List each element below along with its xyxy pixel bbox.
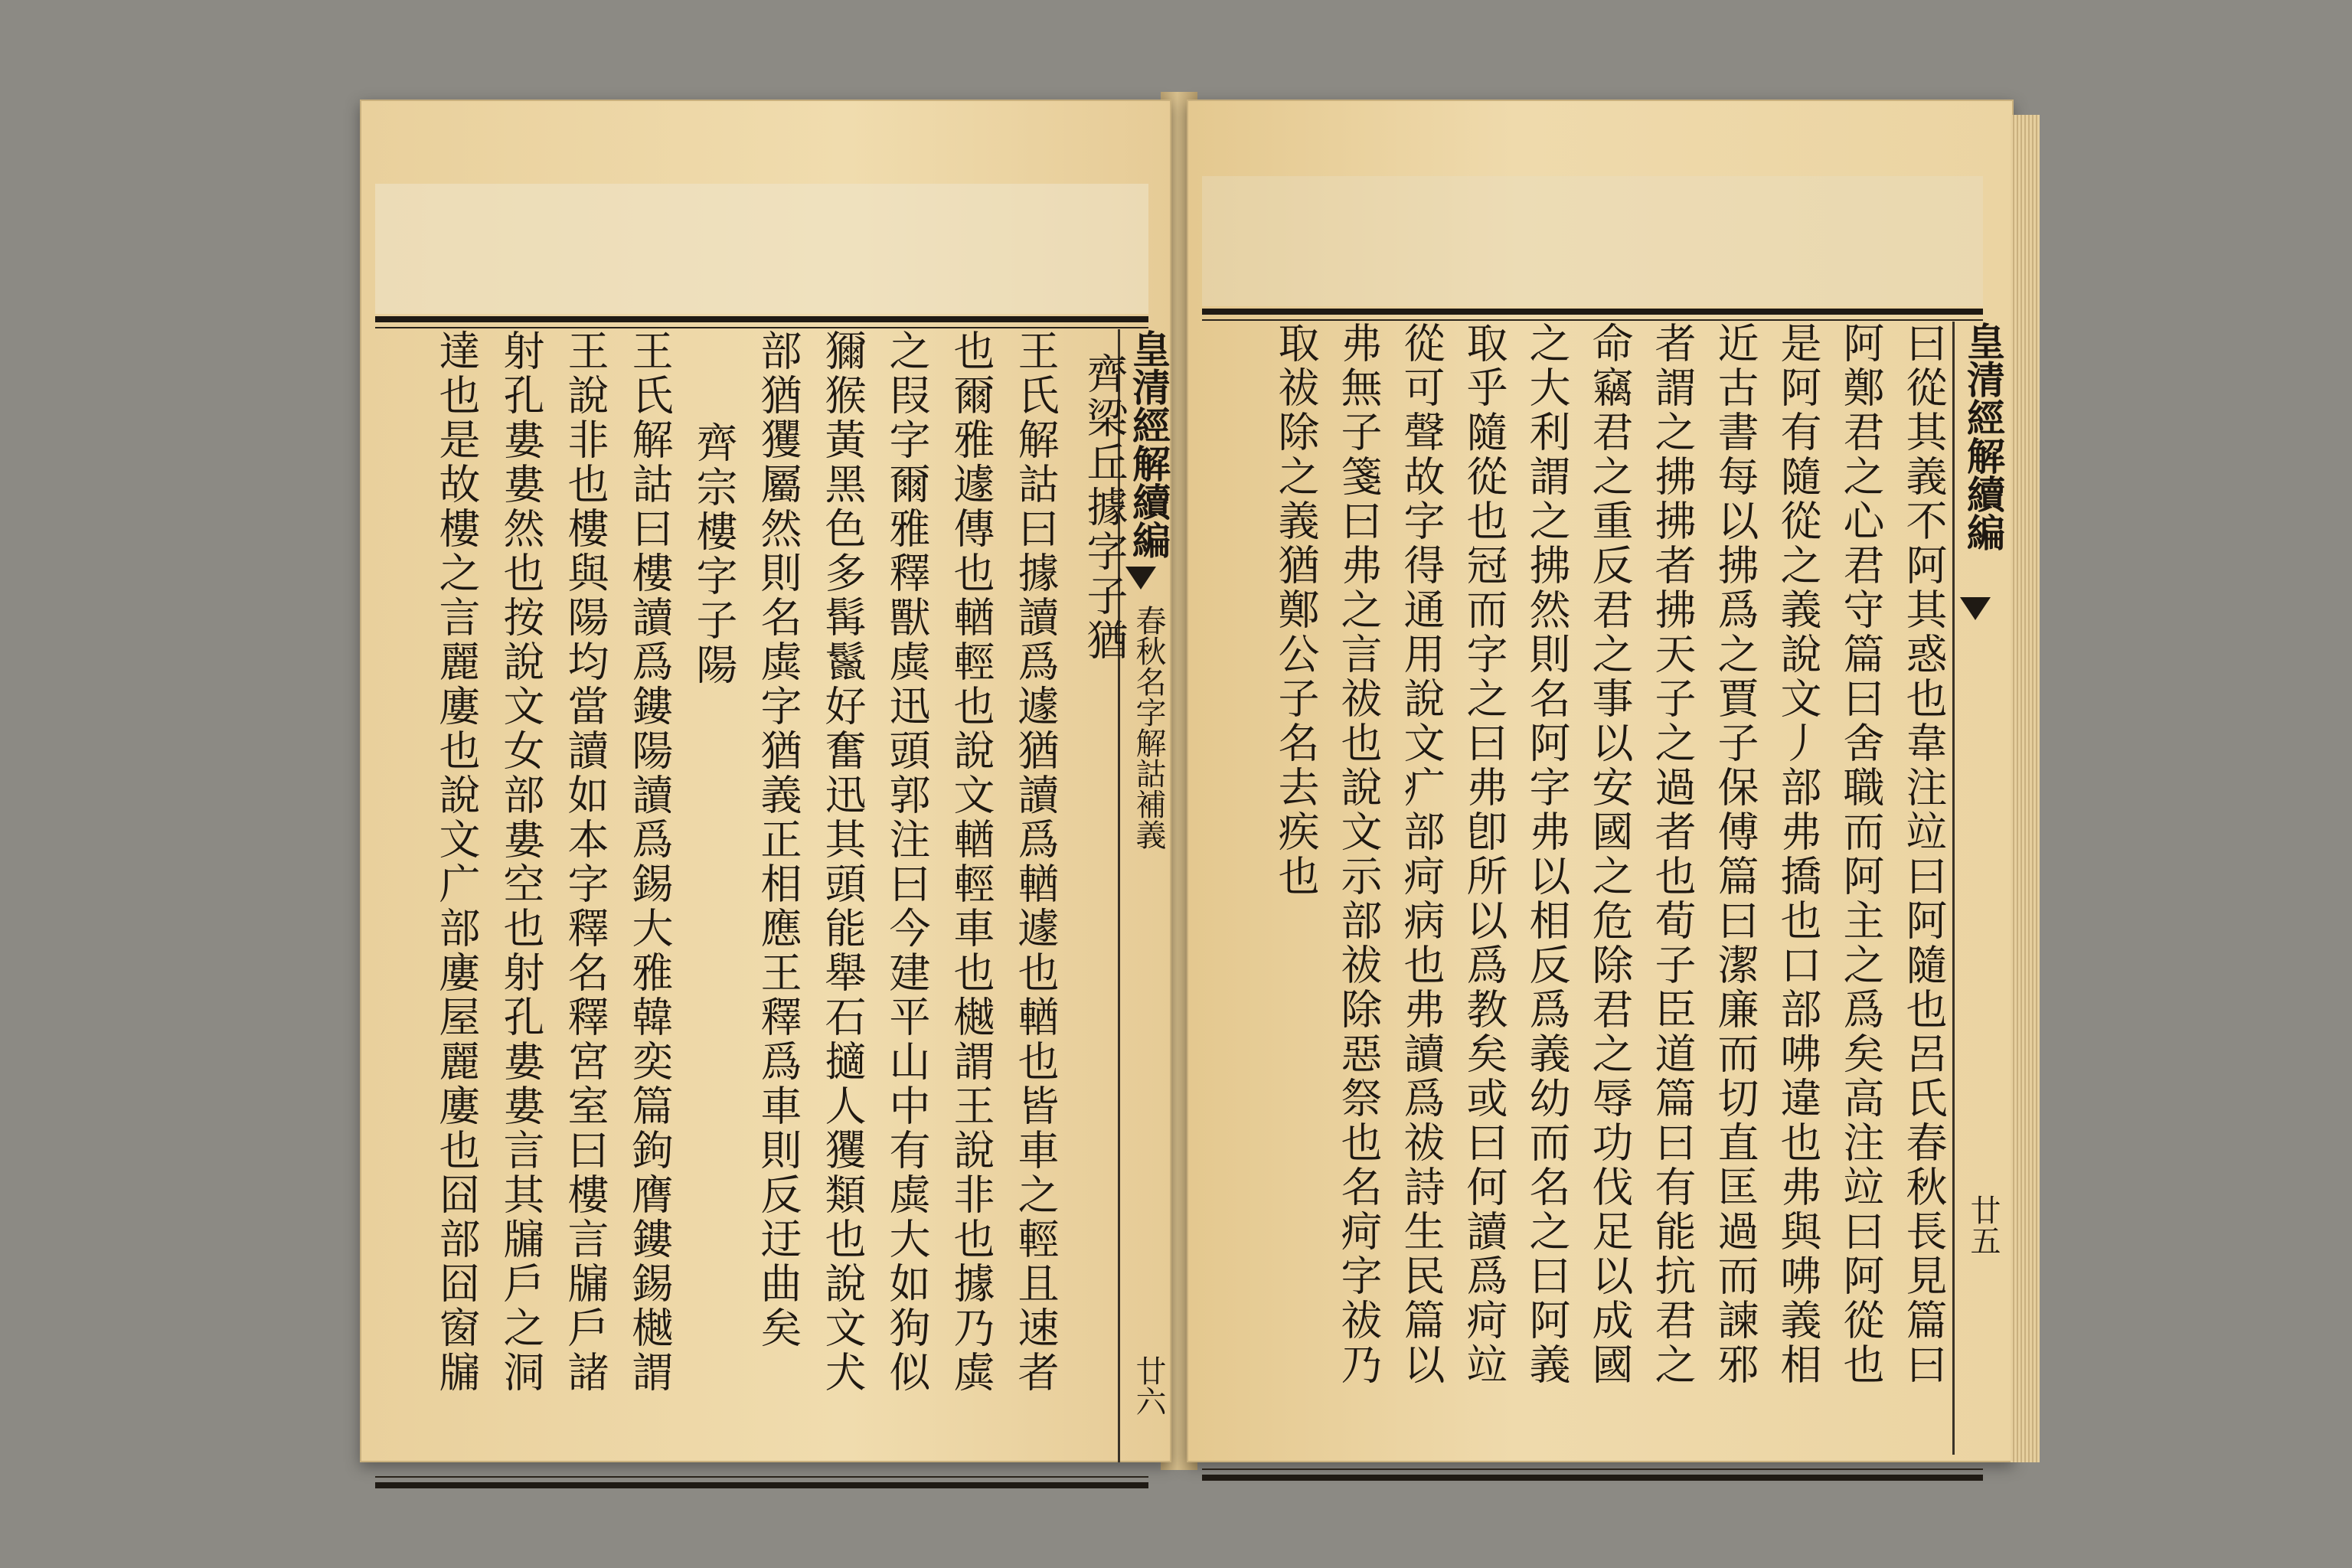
right-page-number: 廿五 <box>1965 1194 2001 1256</box>
right-column-1: 曰從其義不阿其惑也韋注竝曰阿隨也呂氏春秋長見篇曰 <box>1900 322 1948 1387</box>
text-column-5: 部猶玃屬然則名虡字猶義正相應王釋爲車則反迂曲矣 <box>754 329 802 1351</box>
right-column-11: 取祓除之義猶鄭公子名去疾也 <box>1272 322 1320 899</box>
right-column-3: 是阿有隨從之義說文丿部弗撟也口部咈違也弗與咈義相 <box>1774 322 1822 1387</box>
right-margin-title: 皇清經解續編 <box>1961 322 2006 551</box>
left-page-number: 廿六 <box>1131 1355 1166 1416</box>
text-column-2: 也爾雅遽傳也輶輕也說文輶輕車也樾謂王說非也據乃虡 <box>947 329 995 1395</box>
right-column-5: 者謂之拂拂者拂天子之過者也荀子臣道篇曰有能抗君之 <box>1648 322 1697 1387</box>
page-edges <box>2011 115 2040 1462</box>
right-column-6: 命竊君之重反君之事以安國之危除君之辱功伐足以成國 <box>1586 322 1634 1387</box>
text-column-3: 之叚字爾雅釋獸虡迅頭郭注曰今建平山中有虡大如狗似 <box>883 329 931 1395</box>
right-column-10: 弗無子箋曰弗之言祓也說文示部祓除惡祭也名疴字祓乃 <box>1334 322 1383 1387</box>
text-column-7: 王說非也樓與陽均當讀如本字釋名釋宮室曰樓言牖戶諸 <box>561 329 609 1395</box>
text-column-9: 達也是故樓之言麗廔也說文广部廔屋麗廔也囧部囧窗牖 <box>433 329 481 1395</box>
fishtail-mark-right <box>1960 597 1991 620</box>
left-margin-title: 皇清經解續編 <box>1126 329 1171 559</box>
text-column-1: 王氏解詁曰據讀爲遽猶讀爲輶遽也輶也皆車之輕且速者 <box>1011 329 1060 1395</box>
right-column-4: 近古書每以拂爲之賈子保傅篇曰潔廉而切直匡過而諫邪 <box>1711 322 1759 1387</box>
heading-2: 齊宗樓字子陽 <box>690 421 738 688</box>
left-margin-subtitle: 春秋名字解詁補義 <box>1131 605 1166 850</box>
paper-patch-right <box>1202 176 1983 306</box>
left-page <box>360 100 1171 1462</box>
paper-patch <box>375 184 1148 314</box>
open-book <box>360 92 2014 1470</box>
text-column-8: 射孔婁婁然也按說文女部婁空也射孔婁婁言其牖戶之洞 <box>497 329 545 1395</box>
text-column-4: 獮猴黃黑色多髯鬣好奮迅其頭能舉石擿人玃類也說文犬 <box>818 329 867 1395</box>
heading-1: 齊梁丘據字子猶 <box>1080 352 1129 663</box>
right-column-7: 之大利謂之拂然則名阿字弗以相反爲義幼而名之曰阿義 <box>1523 322 1571 1387</box>
right-column-9: 從可聲故字得通用說文疒部疴病也弗讀爲祓詩生民篇以 <box>1397 322 1446 1387</box>
right-column-8: 取乎隨從也冠而字之曰弗卽所以爲教矣或曰何讀爲疴竝 <box>1460 322 1508 1387</box>
right-column-2: 阿鄭君之心君守篇曰舍職而阿主之爲矣高注竝曰阿從也 <box>1837 322 1885 1387</box>
text-column-6: 王氏解詁曰樓讀爲鏤陽讀爲錫大雅韓奕篇鉤膺鏤錫樾謂 <box>626 329 674 1395</box>
